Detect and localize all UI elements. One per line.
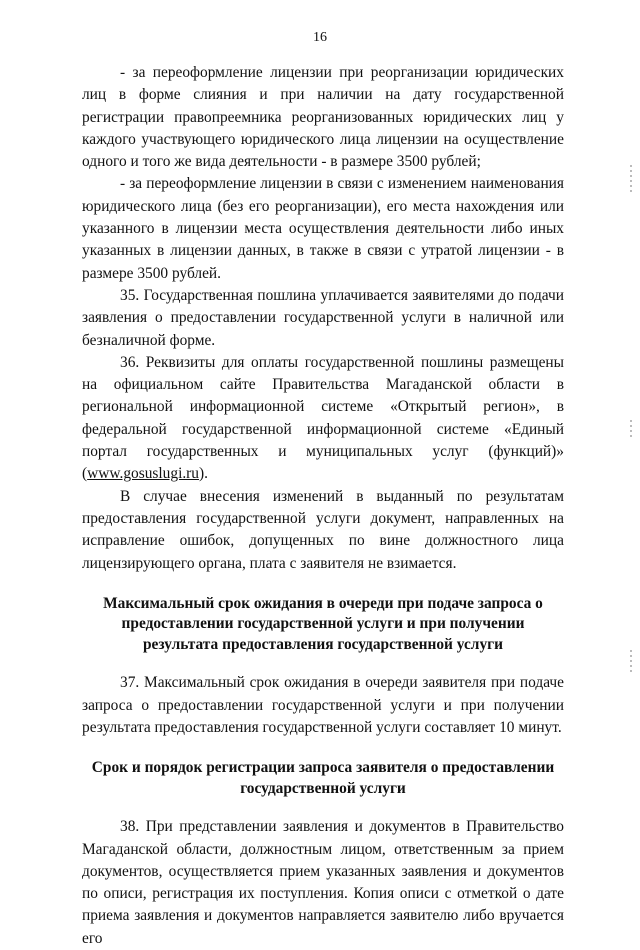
paragraph-36 [82,352,564,486]
paragraph-no-fee: В случае внесения изменений в выданный по результатам предоставления государственной услуги документ, направленных на исправление ошибок, допущенных по вине должностного лица лицензирующего органа, плата с заявителя не взимается. [82,487,564,572]
paragraph-fee-merger: - за переоформление лицензии при реорганизации юридических лиц в форме слияния и при наличии на дату государственной регистрации правопреемника реорганизованных юридических лиц у каждого участвующего юридического лица лицензии на осуществление одного и того же вида деятельности - в размере 3500 рублей; [82,64,564,171]
scan-edge-mark [630,165,632,195]
paragraph-36-end: ). [199,465,208,483]
section-heading-queue-time: Максимальный срок ожидания в очереди при подаче запроса о предоставлении государственной услуги и при получении результата предоставления государственной услуги [103,594,543,653]
paragraph-38: 38. При представлении заявления и документов в Правительство Магаданской области, должностным лицом, ответственным за прием документов, осуществляется прием указанных заявления и документов по описи, регистрация их поступления. Копия описи с отметкой о дате приема заявления и документов направляется заявителю либо вручается его [82,818,564,947]
scan-edge-mark [630,650,632,675]
scan-edge-mark [630,420,632,440]
paragraph-36-text: 36. Реквизиты для оплаты государственной пошлины размещены на официальном сайте Правительства Магаданской области в региональной информационной системе «Открытый регион», в федеральной государственной информационной системе «Единый портал государственных и муниципальных услуг (функций)» ( [82,353,564,483]
document-body [82,62,564,950]
paragraph-37: 37. Максимальный срок ожидания в очереди заявителя при подаче запроса о предоставлении государственной услуги и при получении результата предоставления государственной услуги составляет 10 минут. [82,674,564,736]
paragraph-35: 35. Государственная пошлина уплачивается заявителями до подачи заявления о предоставлении государственной услуги в наличной или безналичной форме. [82,286,564,349]
gosuslugi-link[interactable]: www.gosuslugi.ru [87,465,200,483]
paragraph-fee-name-change: - за переоформление лицензии в связи с изменением наименования юридического лица (без его реорганизации), его места нахождения или указанного в лицензии места осуществления деятельности либо иных указанных в лицензии данных, в также в связи с утратой лицензии - в размере 3500 рублей. [82,175,564,282]
section-heading-registration: Срок и порядок регистрации запроса заявителя о предоставлении государственной услуги [91,759,555,797]
page-number: 16 [313,30,327,45]
